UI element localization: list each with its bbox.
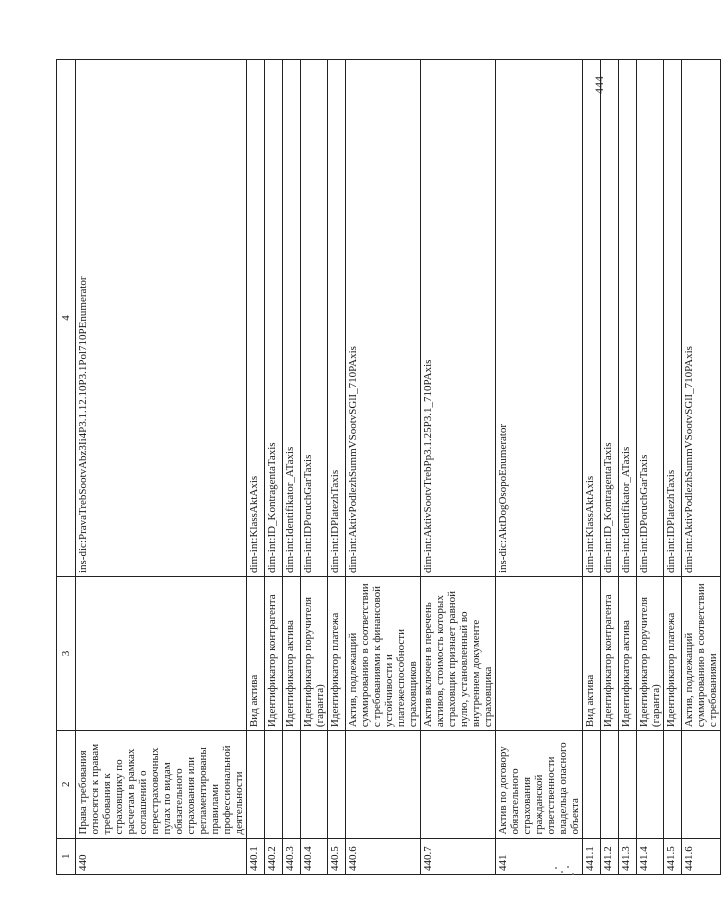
- row-code: dim-int:IDPlatezhTaxis: [328, 60, 346, 577]
- row-id: 441.1: [583, 838, 601, 874]
- header-col-3: 3: [57, 577, 76, 731]
- row-description: Идентификатор платежа: [664, 577, 682, 731]
- row-code: dim-int:Identifikator_ATaxis: [283, 60, 301, 577]
- row-name: [283, 731, 301, 838]
- row-id: 440.4: [301, 838, 328, 874]
- row-description: Актив, подлежащий суммированию в соответствии с требованиями: [682, 577, 721, 731]
- table-row: [283, 60, 301, 875]
- row-code: dim-int:KlassAktAxis: [583, 60, 601, 577]
- header-col-4: 4: [57, 60, 76, 577]
- row-name: [583, 731, 601, 838]
- table-row: [328, 60, 346, 875]
- row-code: ins-dic:PravaTrebSootvAbz3Ii4P3.1.12.10P3.1Pol710PEnumerator: [76, 60, 247, 577]
- rotated-page: [56, 59, 719, 875]
- header-row: [57, 60, 76, 875]
- row-description: Идентификатор поручителя (гаранта): [301, 577, 328, 731]
- table-row: [421, 60, 496, 875]
- table-row: [76, 60, 247, 875]
- row-code: dim-int:IDPoruchGarTaxis: [637, 60, 664, 577]
- row-id: 440.5: [328, 838, 346, 874]
- row-description: Актив включен в перечень активов, стоимость которых страховщик признает равной нулю, установленный во внутреннем документе страховщика: [421, 577, 496, 731]
- row-code: dim-int:AktivPodlezhSummVSootvSGlI_710PAxis: [346, 60, 421, 577]
- row-description: Вид актива: [247, 577, 265, 731]
- table-row: [664, 60, 682, 875]
- table-row: [637, 60, 664, 875]
- row-code: dim-int:AktivPodlezhSummVSootvSGlI_710PAxis: [682, 60, 721, 577]
- row-id: 440.2: [265, 838, 283, 874]
- table-row: [301, 60, 328, 875]
- table-row: [265, 60, 283, 875]
- row-name: [421, 731, 496, 838]
- row-description: Идентификатор актива: [619, 577, 637, 731]
- row-description: Идентификатор платежа: [328, 577, 346, 731]
- row-id: 440.1: [247, 838, 265, 874]
- row-name: Актив по договору обязательного страхования гражданской ответственности владельца опасного объекта: [496, 731, 583, 838]
- row-description: Идентификатор контрагента: [265, 577, 283, 731]
- row-name: [601, 731, 619, 838]
- row-id: 440: [76, 838, 247, 874]
- row-code: dim-int:ID_KontragentaTaxis: [265, 60, 283, 577]
- table-row: [583, 60, 601, 875]
- row-id: 440.6: [346, 838, 421, 874]
- row-name: Права требования относятся к правам требования к страховщику по расчетам в рамках соглашений о перестраховочных пулах по видам обязательного страхования или регламентированы правилами профессиональной деятельности: [76, 731, 247, 838]
- row-code: dim-int:ID_KontragentaTaxis: [601, 60, 619, 577]
- row-description: Идентификатор контрагента: [601, 577, 619, 731]
- row-code: dim-int:Identifikator_ATaxis: [619, 60, 637, 577]
- row-id: 441: [496, 838, 583, 874]
- row-description: [76, 577, 247, 731]
- row-id: 441.6: [682, 838, 721, 874]
- row-name: [247, 731, 265, 838]
- header-col-2: 2: [57, 731, 76, 838]
- row-description: Идентификатор поручителя (гаранта): [637, 577, 664, 731]
- page-number: 444: [592, 76, 606, 94]
- row-name: [265, 731, 283, 838]
- row-id: 440.7: [421, 838, 496, 874]
- row-name: [346, 731, 421, 838]
- row-name: [619, 731, 637, 838]
- row-id: 440.3: [283, 838, 301, 874]
- row-id: 441.2: [601, 838, 619, 874]
- table-row: [346, 60, 421, 875]
- table-row: [601, 60, 619, 875]
- row-name: [328, 731, 346, 838]
- row-code: dim-int:IDPoruchGarTaxis: [301, 60, 328, 577]
- row-description: Идентификатор актива: [283, 577, 301, 731]
- row-name: [637, 731, 664, 838]
- table-row: [247, 60, 265, 875]
- row-code: dim-int:AktivSootvTrebPp3.1.25P3.1_710PAxis: [421, 60, 496, 577]
- row-id: 441.5: [664, 838, 682, 874]
- table-row: [496, 60, 583, 875]
- row-code: ins-dic:AktDogOsopoEnumerator: [496, 60, 583, 577]
- data-table: [56, 59, 721, 875]
- table-row: [619, 60, 637, 875]
- row-code: dim-int:KlassAktAxis: [247, 60, 265, 577]
- row-code: dim-int:IDPlatezhTaxis: [664, 60, 682, 577]
- row-name: [664, 731, 682, 838]
- header-col-1: 1: [57, 838, 76, 874]
- row-id: 441.3: [619, 838, 637, 874]
- row-name: [682, 731, 721, 838]
- row-name: [301, 731, 328, 838]
- row-description: [496, 577, 583, 731]
- scan-mark: [553, 865, 577, 879]
- table-row: [682, 60, 721, 875]
- row-description: Вид актива: [583, 577, 601, 731]
- row-id: 441.4: [637, 838, 664, 874]
- row-description: Актив, подлежащий суммированию в соответствии с требованиями к финансовой устойчивости и платежеспособности страховщиков: [346, 577, 421, 731]
